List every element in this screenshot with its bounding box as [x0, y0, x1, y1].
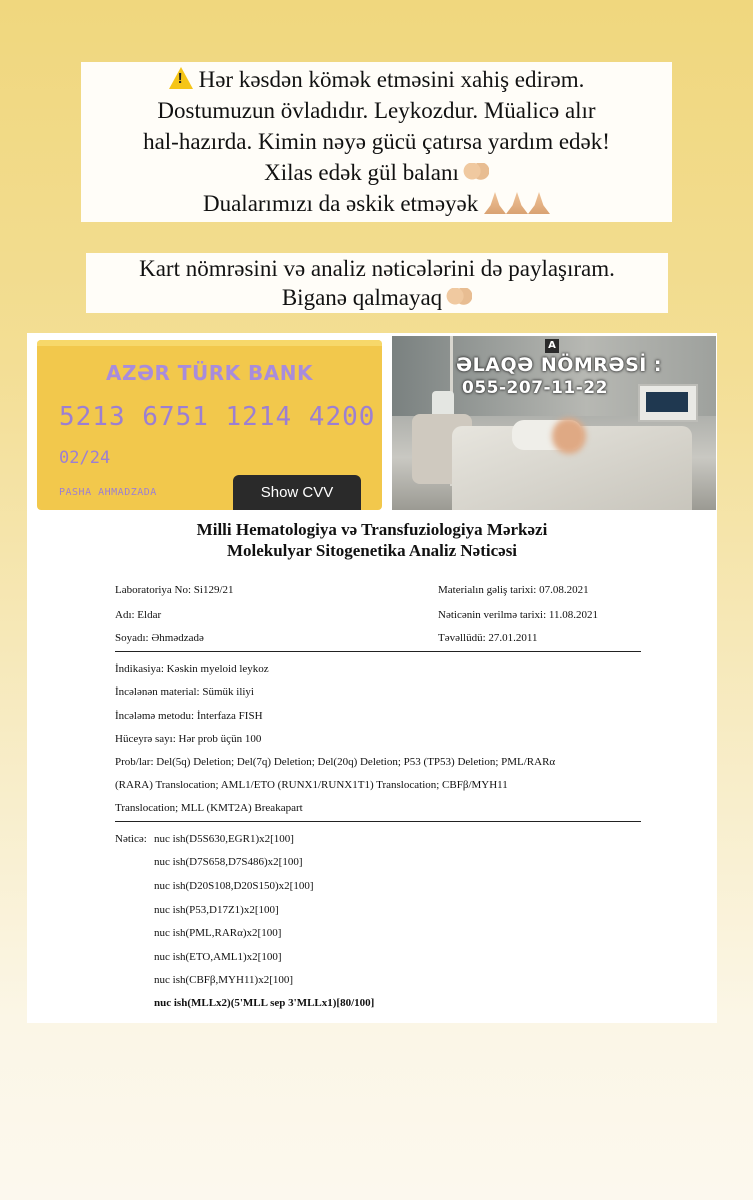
method: İncələmə metodu: İnterfaza FISH [115, 710, 263, 722]
praying-hands-icon [528, 192, 550, 214]
result-item: nuc ish(D20S108,D20S150)x2[100] [154, 880, 314, 892]
patient-surname: Soyadı: Əhmədzadə [115, 632, 204, 644]
probes-line-1: Prob/lar: Del(5q) Deletion; Del(7q) Deletion; Del(20q) Deletion; P53 (TP53) Deletion; PML/RARα [115, 756, 556, 768]
material: İncələnən material: Sümük iliyi [115, 686, 254, 698]
divider [115, 821, 641, 822]
result-date: Nəticənin verilmə tarixi: 11.08.2021 [438, 609, 598, 621]
medical-monitor [638, 384, 698, 422]
result-item-final: nuc ish(MLLx2)(5'MLL sep 3'MLLx1)[80/100] [154, 997, 375, 1009]
birth-date: Təvəllüdü: 27.01.2011 [438, 632, 538, 644]
result-item: nuc ish(CBFβ,MYH11)x2[100] [154, 974, 294, 986]
caption-line-4: Xilas edək gül balanı [81, 157, 672, 188]
badge-a: A [545, 339, 559, 353]
caption2-line-1: Kart nömrəsini və analiz nəticələrini də paylaşıram. [139, 256, 615, 281]
result-item: nuc ish(D7S658,D7S486)x2[100] [154, 856, 303, 868]
open-hands-icon [446, 288, 472, 308]
divider [115, 651, 641, 652]
probes-line-2: (RARA) Translocation; AML1/ETO (RUNX1/RUNX1T1) Translocation; CBFβ/MYH11 [115, 779, 508, 791]
result-label: Nəticə: [115, 833, 147, 845]
blurred-face [552, 418, 586, 454]
result-item: nuc ish(PML,RARα)x2[100] [154, 927, 282, 939]
praying-hands-icon [484, 192, 506, 214]
caption2-line-2: Biganə qalmayaq [86, 283, 668, 312]
patient-name: Adı: Eldar [115, 609, 162, 621]
lab-number: Laboratoriya No: Si129/21 [115, 584, 234, 596]
cell-count: Hüceyrə sayı: Hər prob üçün 100 [115, 733, 262, 745]
lab-report [37, 512, 707, 1017]
caption-card-info [86, 253, 668, 313]
caption-line-1: !Hər kəsdən kömək etməsini xahiş edirəm. [81, 64, 672, 95]
card-number: 5213 6751 1214 4200 [59, 402, 376, 432]
contact-label: ƏLAQƏ NÖMRƏSİ : [456, 354, 663, 376]
result-item: nuc ish(ETO,AML1)x2[100] [154, 951, 282, 963]
caption-request [81, 62, 672, 222]
probes-line-3: Translocation; MLL (KMT2A) Breakapart [115, 802, 303, 814]
contact-number: 055-207-11-22 [462, 378, 608, 398]
report-title: Milli Hematologiya və Transfuziologiya Mərkəzi [196, 520, 548, 539]
open-hands-icon [463, 163, 489, 183]
hospital-photo [392, 336, 716, 510]
caption-line-5: Dualarımızı da əskik etməyək [81, 188, 672, 219]
card-expiry: 02/24 [59, 448, 111, 468]
indication: İndikasiya: Kəskin myeloid leykoz [115, 663, 269, 675]
arrival-date: Materialın gəliş tarixi: 07.08.2021 [438, 584, 589, 596]
result-item: nuc ish(D5S630,EGR1)x2[100] [154, 833, 294, 845]
warning-icon [169, 67, 193, 89]
show-cvv-button[interactable]: Show CVV [233, 475, 361, 510]
card-holder: PASHA AHMADZADA [59, 487, 157, 498]
report-subtitle: Molekulyar Sitogenetika Analiz Nəticəsi [226, 541, 518, 560]
caption-line-3: hal-hazırda. Kimin nəyə gücü çatırsa yardım edək! [143, 129, 610, 154]
bank-name: AZƏR TÜRK BANK [105, 361, 314, 385]
bank-card [37, 340, 382, 510]
caption-line-2: Dostumuzun övladıdır. Leykozdur. Müalicə alır [157, 98, 596, 123]
result-item: nuc ish(P53,D17Z1)x2[100] [154, 904, 279, 916]
praying-hands-icon [506, 192, 528, 214]
